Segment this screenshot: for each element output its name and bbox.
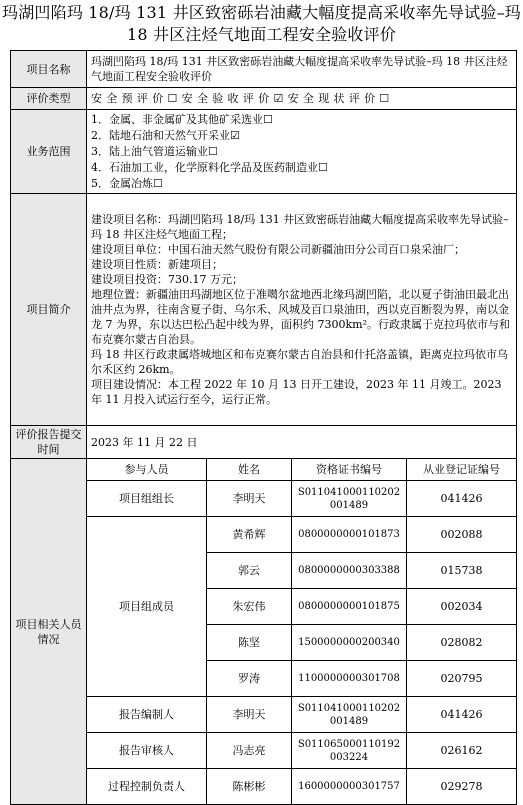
scope-label: 业务范围 (11, 110, 87, 194)
cert-number: S011041000110202001489 (292, 697, 407, 733)
project-name-value: 玛湖凹陷玛 18/玛 131 井区致密砾岩油藏大幅度提高采收率先导试验–玛 18 井区注烃气地面工程安全验收评价 (87, 51, 517, 88)
personnel-role: 过程控制负责人 (87, 769, 207, 805)
scope-item: 3．陆上油气管道运输业☐ (91, 144, 218, 158)
personnel-role: 项目组组长 (87, 481, 207, 517)
row-scope (11, 110, 517, 194)
scope-list (87, 110, 517, 194)
cert-number: 1500000000200340 (292, 625, 407, 661)
personnel-header-row (11, 459, 517, 481)
reg-number: 041426 (407, 481, 517, 517)
intro-paragraph: 建设项目名称：玛湖凹陷玛 18/玛 131 井区致密砾岩油藏大幅度提高采收率先导试验–玛 18 井区注烃气地面工程； (91, 213, 509, 241)
report-date-label: 评价报告提交时间 (11, 426, 87, 459)
intro-paragraph: 项目建设情况：本工程 2022 年 10 月 13 日开工建设，2023 年 11 月竣工。2023 年 11 月投入试运行至今，运行正常。 (91, 378, 502, 406)
scope-item: 1．金属、非金属矿及其他矿采选业☐ (91, 112, 273, 126)
reg-number: 002088 (407, 517, 517, 553)
cert-number: 0800000000101873 (292, 517, 407, 553)
person-name: 黄希辉 (207, 517, 292, 553)
personnel-row (11, 733, 517, 769)
row-eval-type (11, 88, 517, 110)
cert-number: S011041000110202001489 (292, 481, 407, 517)
row-project-name (11, 51, 517, 88)
project-name-label: 项目名称 (11, 51, 87, 88)
intro-paragraph: 地理位置：新疆油田玛湖地区位于准噶尔盆地西北缘玛湖凹陷，北以夏子街油田最北出油井点为界，往南含夏子街、乌尔禾、风城及百口泉油田，西以克百断裂为界，南以金龙 7 为界，东以达巴松凸起中线为界，面积约 7300km²。行政隶属于克拉玛依市与和布克赛尔蒙古自治县。 (91, 288, 510, 346)
intro-paragraph: 建设项目性质：新建项目； (91, 258, 223, 271)
personnel-role: 报告审核人 (87, 733, 207, 769)
cert-number: S011065000110192003224 (292, 733, 407, 769)
scope-item: 5．金属冶炼☐ (91, 176, 163, 190)
reg-number: 002034 (407, 589, 517, 625)
personnel-row (11, 517, 517, 553)
person-name: 朱宏伟 (207, 589, 292, 625)
cert-number: 1100000000301708 (292, 661, 407, 697)
eval-type-value: 安全预评价☐安全验收评价☑安全现状评价☐ (87, 88, 517, 110)
person-name: 冯志亮 (207, 733, 292, 769)
person-name: 李明天 (207, 697, 292, 733)
row-report-date (11, 426, 517, 459)
intro-paragraph: 建设项目投资：730.17 万元； (91, 273, 243, 286)
personnel-row (11, 697, 517, 733)
person-name: 李明天 (207, 481, 292, 517)
page-title: 玛湖凹陷玛 18/玛 131 井区致密砾岩油藏大幅度提高采收率先导试验–玛 18 井区注烃气地面工程安全验收评价 (2, 3, 521, 44)
header-cert: 资格证书编号 (292, 459, 407, 481)
reg-number: 028082 (407, 625, 517, 661)
personnel-role: 报告编制人 (87, 697, 207, 733)
scope-item: 4．石油加工业，化学原料化学品及医药制造业☐ (91, 160, 328, 174)
person-name: 陈彬彬 (207, 769, 292, 805)
person-name: 陈坚 (207, 625, 292, 661)
person-name: 罗涛 (207, 661, 292, 697)
reg-number: 015738 (407, 553, 517, 589)
reg-number: 029278 (407, 769, 517, 805)
cert-number: 0800000000101875 (292, 589, 407, 625)
intro-paragraph: 玛 18 井区行政隶属塔城地区和布克赛尔蒙古自治县和什托洛盖镇，距离克拉玛依市乌尔禾区约 26km。 (91, 348, 508, 376)
header-name: 姓名 (207, 459, 292, 481)
intro-text (87, 194, 517, 426)
personnel-row (11, 481, 517, 517)
reg-number: 041426 (407, 697, 517, 733)
person-name: 郭云 (207, 553, 292, 589)
header-role: 参与人员 (87, 459, 207, 481)
scope-item: 2．陆地石油和天然气开采业☑ (91, 128, 240, 142)
personnel-label: 项目相关人员情况 (11, 459, 87, 805)
reg-number: 020795 (407, 661, 517, 697)
report-date-value: 2023 年 11 月 22 日 (87, 426, 517, 459)
cert-number: 0800000000303388 (292, 553, 407, 589)
personnel-row (11, 769, 517, 805)
eval-type-label: 评价类型 (11, 88, 87, 110)
reg-number: 026162 (407, 733, 517, 769)
personnel-role: 项目组成员 (87, 517, 207, 697)
header-reg: 从业登记证编号 (407, 459, 517, 481)
cert-number: 1600000000301757 (292, 769, 407, 805)
evaluation-info-table (10, 50, 517, 805)
intro-label: 项目简介 (11, 194, 87, 426)
intro-paragraph: 建设项目单位：中国石油天然气股份有限公司新疆油田分公司百口泉采油厂； (91, 243, 465, 256)
row-intro (11, 194, 517, 426)
